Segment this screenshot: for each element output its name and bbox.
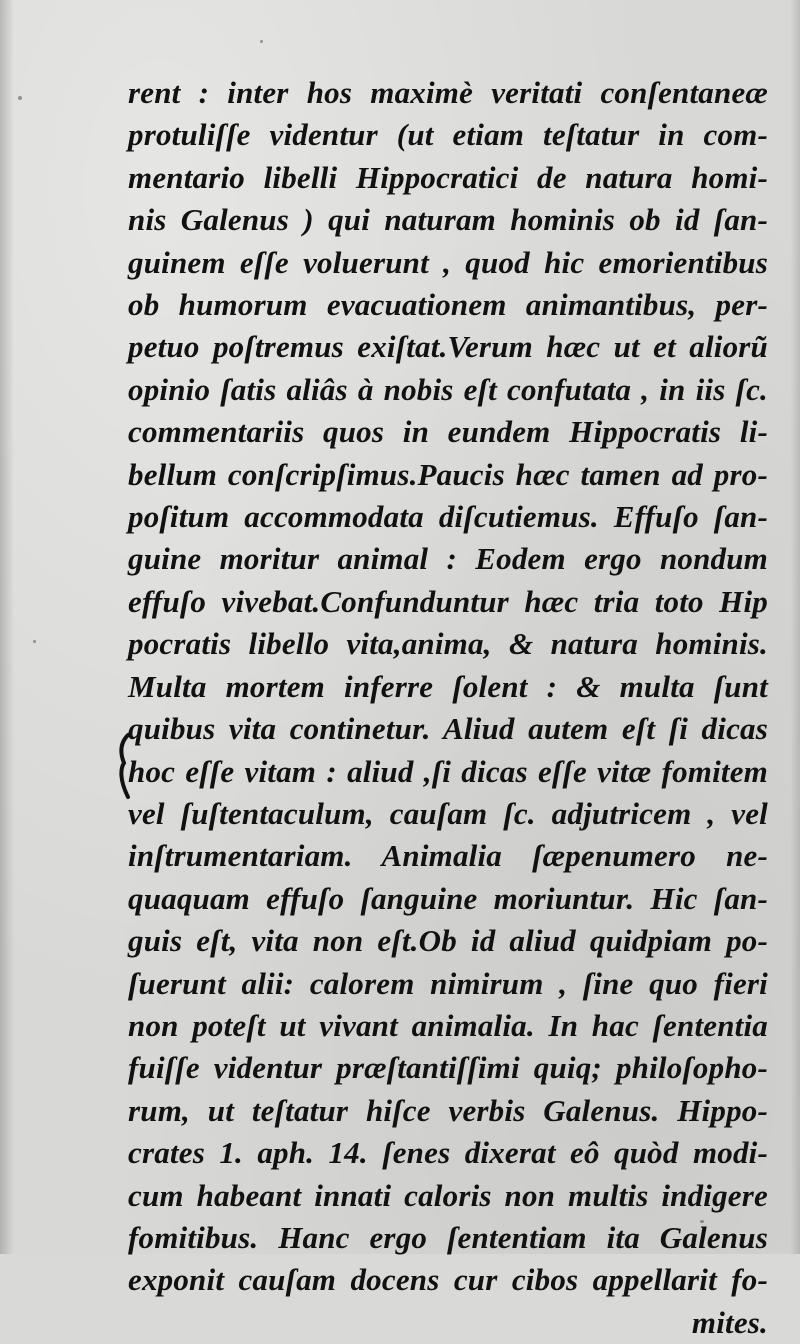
text-line: rum, ut teſtatur hiſce verbis Galenus. Hippo- <box>128 1092 768 1128</box>
text-line: fomitibus. Hanc ergo ſententiam ita Galenus <box>128 1219 768 1255</box>
paper-speck <box>33 640 36 643</box>
text-line: Multa mortem inferre ſolent : & multa ſunt <box>128 668 768 704</box>
text-line: quaquam effuſo ſanguine moriuntur. Hic ſan- <box>128 880 768 916</box>
text-line: commentariis quos in eundem Hippocratis li- <box>128 414 768 450</box>
text-line: effuſo vivebat.Confunduntur hæc tria toto Hip <box>128 583 768 619</box>
text-line: guis eſt, vita non eſt.Ob id aliud quidpiam po- <box>128 923 768 959</box>
page-edge-shadow-left <box>0 0 14 1254</box>
paper-speck <box>260 40 263 43</box>
text-line: fuiſſe videntur præſtantiſſimi quiq; philoſopho- <box>128 1050 768 1086</box>
text-line: nis Galenus ) qui naturam hominis ob id ſan- <box>128 202 768 238</box>
text-line: guine moritur animal : Eodem ergo nondum <box>128 541 768 577</box>
paper-speck <box>18 96 22 100</box>
text-line: pocratis libello vita,anima, & natura hominis. <box>128 626 768 662</box>
text-line: petuo poſtremus exiſtat.Verum hæc ut et aliorũ <box>128 329 768 365</box>
text-line: poſitum accommodata diſcutiemus. Effuſo ſan- <box>128 499 768 535</box>
text-line: crates 1. aph. 14. ſenes dixerat eô quòd modi- <box>128 1135 768 1171</box>
text-line: inſtrumentariam. Animalia ſæpenumero ne- <box>128 838 768 874</box>
text-line: ſuerunt alii: calorem nimirum , ſine quo fieri <box>128 965 768 1001</box>
text-line: exponit cauſam docens cur cibos appellarit fo- <box>128 1262 768 1298</box>
text-line: mentario libelli Hippocratici de natura homi- <box>128 159 768 195</box>
text-line: cum habeant innati caloris non multis indigere <box>128 1177 768 1213</box>
body-text <box>128 72 768 1344</box>
text-line: guinem eſſe voluerunt , quod hic emorientibus <box>128 244 768 280</box>
text-line: protuliſſe videntur (ut etiam teſtatur in com- <box>128 117 768 153</box>
text-line: bellum conſcripſimus.Paucis hæc tamen ad pro- <box>128 456 768 492</box>
text-line: opinio ſatis aliâs à nobis eſt confutata , in iis ſc. <box>128 371 768 407</box>
text-line: rent : inter hos maximè veritati conſentaneæ <box>128 75 768 110</box>
text-line: vel ſuſtentaculum, cauſam ſc. adjutricem , vel <box>128 795 768 831</box>
page-edge-shadow-right <box>790 0 800 1254</box>
text-line: quibus vita continetur. Aliud autem eſt ſi dicas <box>128 711 768 747</box>
text-line: ob humorum evacuationem animantibus, per- <box>128 287 768 323</box>
text-line-catchword: mites. <box>691 1304 768 1340</box>
text-line: non poteſt ut vivant animalia. In hac ſententia <box>128 1007 768 1043</box>
text-line: hoc eſſe vitam : aliud ,ſi dicas eſſe vitæ fomitem <box>128 753 768 789</box>
